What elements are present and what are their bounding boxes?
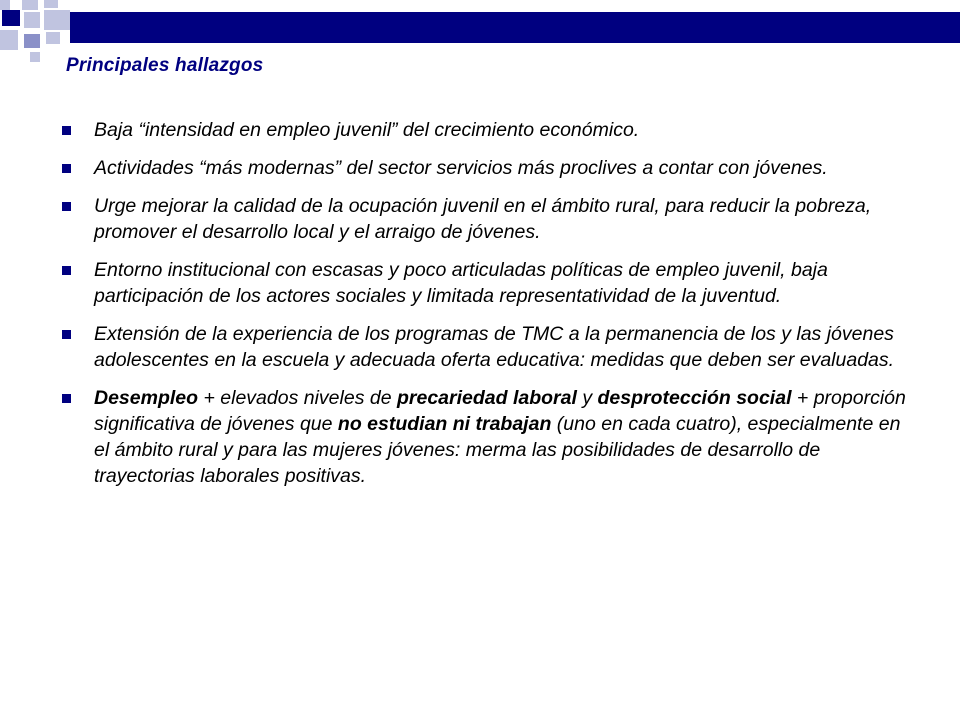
bullet-text-bold: desprotección social [597,387,792,409]
square-bullet-icon [62,330,71,339]
bullet-text: + elevados niveles de [198,387,397,409]
bullet-item [62,385,920,489]
decor-square-3 [44,0,58,8]
bullet-text: Baja “intensidad en empleo juvenil” del crecimiento económico. [94,119,640,141]
square-bullet-icon [62,394,71,403]
decor-square-6 [44,10,70,30]
slide-title: Principales hallazgos [66,55,264,76]
bullet-text-bold: no estudian ni trabajan [337,413,552,435]
decor-square-10 [30,52,40,62]
bullet-item [62,117,920,143]
bullet-text: y [576,387,598,409]
bullet-text: Entorno institucional con escasas y poco articuladas políticas de empleo juvenil, baja participación de los actores sociales y limitada representatividad de la juventud. [94,259,828,307]
bullet-text: Actividades “más modernas” del sector servicios más proclives a contar con jóvenes. [94,157,828,179]
bullet-item [62,257,920,309]
decor-square-7 [0,30,18,50]
decor-square-9 [46,32,60,44]
bullet-text: Extensión de la experiencia de los programas de TMC a la permanencia de los y las jóvenes adolescentes en la escuela y adecuada oferta educativa: medidas que deben ser evaluadas. [94,323,895,371]
bullet-item [62,193,920,245]
decor-square-8 [24,34,40,48]
bullet-text-bold: precariedad laboral [396,387,577,409]
bullet-list [62,117,920,501]
bullet-item [62,155,920,181]
bullet-item [62,321,920,373]
decor-square-1 [0,0,10,10]
square-bullet-icon [62,266,71,275]
header-bar [70,12,960,43]
bullet-text-bold: Desempleo [94,387,199,409]
bullet-text: + proporción significativa de jóvenes que [94,387,906,435]
square-bullet-icon [62,202,71,211]
decor-square-2 [22,0,38,10]
decor-square-4 [2,10,20,26]
bullet-text: Urge mejorar la calidad de la ocupación juvenil en el ámbito rural, para reducir la pobreza, promover el desarrollo local y el arraigo de jóvenes. [94,195,872,243]
bullet-text: (uno en cada cuatro), especialmente en el ámbito rural y para las mujeres jóvenes: merma las posibilidades de desarrollo de trayectorias laborales positivas. [94,413,901,487]
square-bullet-icon [62,126,71,135]
square-bullet-icon [62,164,71,173]
decor-square-5 [24,12,40,28]
